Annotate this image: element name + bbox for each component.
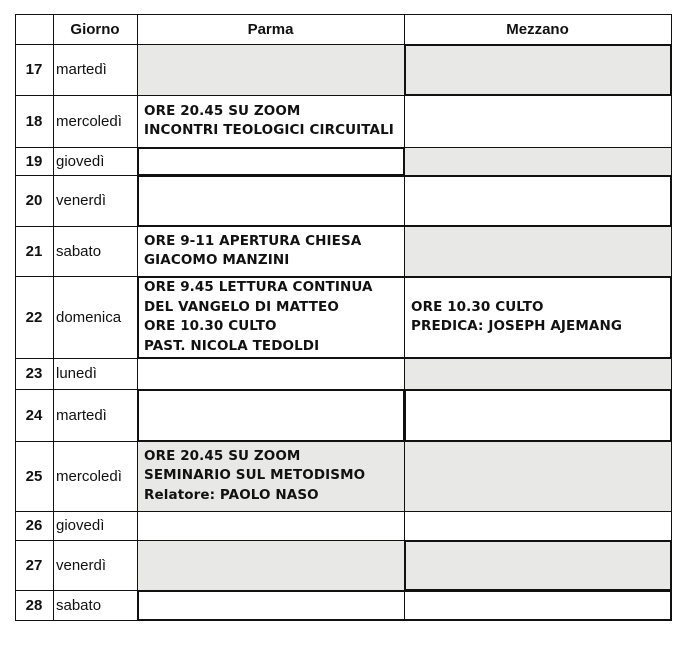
parma-cell bbox=[137, 389, 404, 441]
grid-line bbox=[670, 44, 672, 96]
parma-cell bbox=[137, 441, 404, 511]
grid-line bbox=[137, 276, 139, 359]
weekday: venerdì bbox=[53, 540, 137, 590]
grid-line bbox=[137, 357, 671, 359]
day-number: 17 bbox=[15, 44, 53, 95]
mezzano-cell bbox=[404, 44, 671, 95]
grid-line bbox=[404, 44, 406, 96]
parma-event-line: ORE 9.45 LETTURA CONTINUA bbox=[144, 279, 373, 295]
mezzano-cell bbox=[404, 590, 671, 620]
weekday: martedì bbox=[53, 44, 137, 95]
grid-line bbox=[15, 14, 16, 621]
parma-cell bbox=[137, 44, 404, 95]
mezzano-event-line: PREDICA: JOSEPH AJEMANG bbox=[411, 318, 623, 334]
parma-cell bbox=[137, 95, 404, 147]
grid-line bbox=[404, 440, 671, 442]
grid-line bbox=[137, 276, 671, 278]
grid-line bbox=[404, 14, 405, 621]
parma-event-line: ORE 9-11 APERTURA CHIESA bbox=[144, 232, 362, 249]
grid-line bbox=[403, 147, 405, 176]
mezzano-cell bbox=[404, 276, 671, 358]
header-parma: Parma bbox=[247, 20, 294, 38]
grid-line bbox=[137, 389, 404, 391]
day-number: 23 bbox=[15, 358, 53, 389]
parma-cell bbox=[137, 590, 404, 620]
parma-cell bbox=[137, 226, 404, 276]
parma-cell bbox=[137, 175, 404, 226]
parma-event-line: ORE 20.45 SU ZOOM bbox=[144, 102, 301, 119]
weekday: mercoledì bbox=[53, 441, 137, 511]
grid-line bbox=[137, 175, 139, 227]
parma-event-line: DEL VANGELO DI MATTEO bbox=[144, 298, 339, 315]
mezzano-cell bbox=[404, 175, 671, 226]
day-number: 21 bbox=[15, 226, 53, 276]
grid-line bbox=[670, 540, 672, 591]
day-number: 20 bbox=[15, 175, 53, 226]
day-number: 24 bbox=[15, 389, 53, 441]
grid-line bbox=[670, 276, 672, 359]
header-mezzano: Mezzano bbox=[506, 20, 569, 38]
weekday: domenica bbox=[53, 276, 137, 358]
grid-line bbox=[137, 147, 139, 176]
grid-line bbox=[53, 14, 54, 621]
grid-line bbox=[670, 175, 672, 227]
grid-line bbox=[137, 147, 404, 149]
grid-line bbox=[404, 540, 671, 542]
grid-line bbox=[403, 389, 405, 442]
grid-line bbox=[670, 389, 672, 442]
mezzano-cell bbox=[404, 358, 671, 389]
grid-line bbox=[15, 511, 672, 512]
grid-line bbox=[404, 389, 671, 391]
day-number: 19 bbox=[15, 147, 53, 175]
parma-event-line: ORE 20.45 SU ZOOM bbox=[144, 447, 301, 464]
grid-line bbox=[137, 175, 671, 177]
parma-event-line: PAST. NICOLA TEDOLDI bbox=[144, 337, 320, 354]
mezzano-event-line: ORE 10.30 CULTO bbox=[411, 298, 544, 315]
mezzano-cell bbox=[404, 95, 671, 147]
day-number: 26 bbox=[15, 511, 53, 540]
parma-cell bbox=[137, 511, 404, 540]
day-number: 22 bbox=[15, 276, 53, 358]
weekday: sabato bbox=[53, 590, 137, 620]
weekday: lunedì bbox=[53, 358, 137, 389]
grid-line bbox=[404, 44, 671, 46]
header-day: Giorno bbox=[70, 20, 120, 38]
parma-cell bbox=[137, 276, 404, 358]
parma-event-line: Relatore: PAOLO NASO bbox=[144, 486, 319, 503]
day-number: 28 bbox=[15, 590, 53, 620]
grid-line bbox=[404, 540, 406, 591]
parma-event-line: INCONTRI TEOLOGICI CIRCUITALI bbox=[144, 122, 394, 138]
weekday: venerdì bbox=[53, 175, 137, 226]
mezzano-cell bbox=[404, 147, 671, 175]
grid-line bbox=[137, 225, 671, 227]
grid-line bbox=[404, 94, 671, 96]
parma-event-line: SEMINARIO SUL METODISMO bbox=[144, 467, 366, 484]
parma-cell bbox=[137, 358, 404, 389]
day-number: 27 bbox=[15, 540, 53, 590]
parma-cell bbox=[137, 540, 404, 590]
day-number: 18 bbox=[15, 95, 53, 147]
weekday: martedì bbox=[53, 389, 137, 441]
weekday: giovedì bbox=[53, 147, 137, 175]
mezzano-cell bbox=[404, 540, 671, 590]
weekday: giovedì bbox=[53, 511, 137, 540]
parma-event-line: ORE 10.30 CULTO bbox=[144, 318, 277, 334]
mezzano-cell bbox=[404, 441, 671, 511]
grid-line bbox=[15, 14, 672, 15]
grid-line bbox=[137, 389, 139, 442]
parma-cell bbox=[137, 147, 404, 175]
grid-line bbox=[137, 590, 671, 592]
grid-line bbox=[137, 619, 671, 621]
day-number: 25 bbox=[15, 441, 53, 511]
grid-line bbox=[137, 440, 404, 442]
mezzano-cell bbox=[404, 511, 671, 540]
grid-line bbox=[670, 590, 672, 621]
mezzano-cell bbox=[404, 389, 671, 441]
weekday: mercoledì bbox=[53, 95, 137, 147]
grid-line bbox=[137, 590, 139, 621]
mezzano-cell bbox=[404, 226, 671, 276]
weekday: sabato bbox=[53, 226, 137, 276]
parma-event-line: GIACOMO MANZINI bbox=[144, 252, 290, 268]
